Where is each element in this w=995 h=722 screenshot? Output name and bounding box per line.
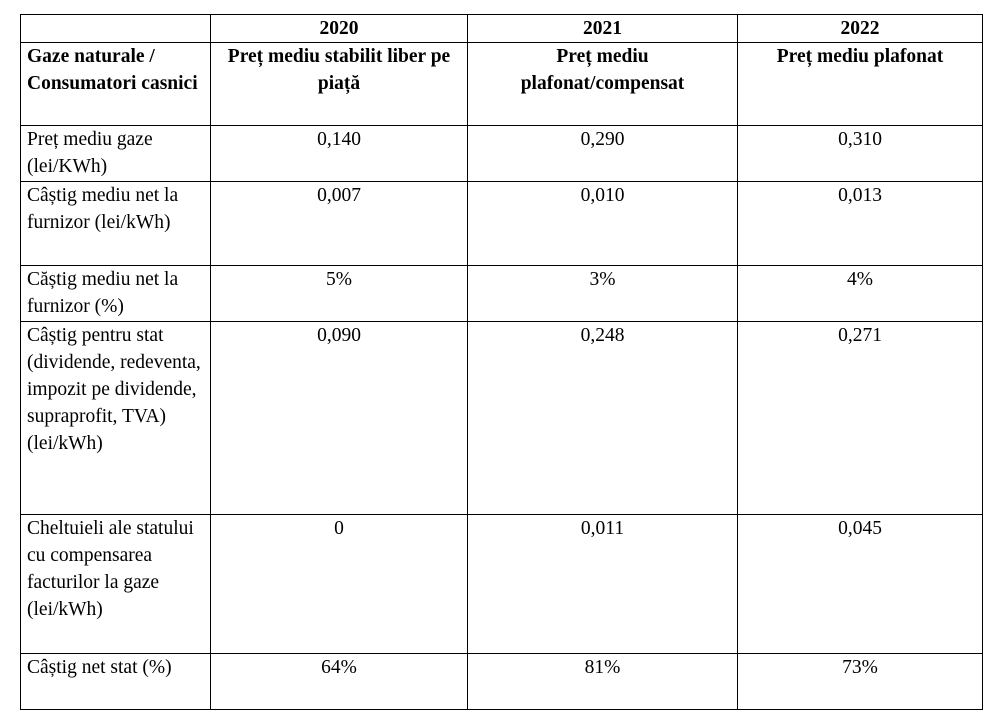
column-header-row: [21, 43, 983, 126]
year-header-2022: 2022: [738, 15, 983, 43]
table-row: [21, 654, 983, 710]
column-header-2020: Preț mediu stabilit liber pe piață: [211, 43, 468, 126]
cell-2022: 73%: [738, 654, 983, 710]
year-header-empty: [21, 15, 211, 43]
cell-2021: 0,290: [468, 126, 738, 182]
cell-2020: 0,140: [211, 126, 468, 182]
column-header-2021: Preț mediu plafonat/compensat: [468, 43, 738, 126]
row-label: Preț mediu gaze (lei/KWh): [21, 126, 211, 182]
cell-2021: 81%: [468, 654, 738, 710]
row-label: Câștig mediu net la furnizor (lei/kWh): [21, 182, 211, 266]
table-row: [21, 126, 983, 182]
gas-price-table: [20, 14, 983, 710]
cell-2020: 5%: [211, 266, 468, 322]
cell-2021: 3%: [468, 266, 738, 322]
column-header-2022: Preț mediu plafonat: [738, 43, 983, 126]
year-header-2020: 2020: [211, 15, 468, 43]
table-row: [21, 182, 983, 266]
row-label: Câștig net stat (%): [21, 654, 211, 710]
row-header-label: Gaze naturale / Consumatori casnici: [21, 43, 211, 126]
cell-2022: 0,013: [738, 182, 983, 266]
cell-2021: 0,248: [468, 322, 738, 515]
table-row: [21, 515, 983, 654]
table-row: [21, 322, 983, 515]
cell-2021: 0,010: [468, 182, 738, 266]
year-header-2021: 2021: [468, 15, 738, 43]
row-label: Câștig pentru stat (dividende, redeventa, impozit pe dividende, supraprofit, TVA) (lei/kWh): [21, 322, 211, 515]
year-header-row: [21, 15, 983, 43]
cell-2022: 0,271: [738, 322, 983, 515]
row-label: Căștig mediu net la furnizor (%): [21, 266, 211, 322]
cell-2022: 4%: [738, 266, 983, 322]
table-row: [21, 266, 983, 322]
cell-2022: 0,045: [738, 515, 983, 654]
cell-2020: 0: [211, 515, 468, 654]
cell-2020: 64%: [211, 654, 468, 710]
cell-2022: 0,310: [738, 126, 983, 182]
cell-2020: 0,007: [211, 182, 468, 266]
row-label: Cheltuieli ale statului cu compensarea facturilor la gaze (lei/kWh): [21, 515, 211, 654]
cell-2021: 0,011: [468, 515, 738, 654]
gas-price-table-container: [20, 14, 983, 710]
cell-2020: 0,090: [211, 322, 468, 515]
